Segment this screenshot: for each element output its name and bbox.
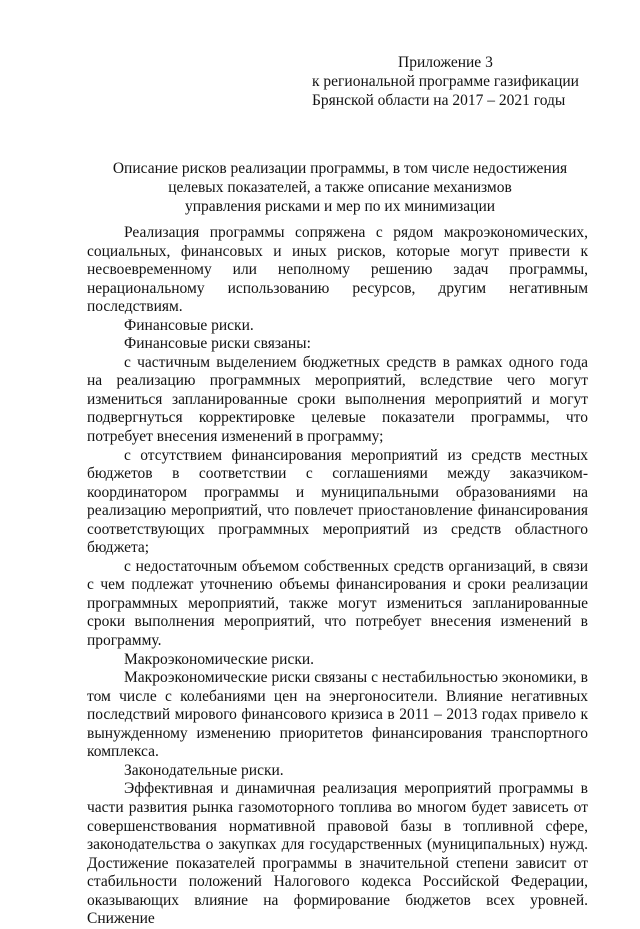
heading-macroeconomic-risks: Макроэкономические риски. xyxy=(124,650,315,668)
paragraph-insufficient-own-funds: с недостаточным объемом собственных средств организаций, в связи с чем подлежат уточнению объемы финансирования и сроки реализации программных мероприятий, также могут измениться запланированные сроки выполнения мероприятий, что потребует внесения изменений в программу. xyxy=(87,557,588,650)
paragraph-partial-funding: с частичным выделением бюджетных средств в рамках одного года на реализацию программных мероприятий, вследствие чего могут измениться запланированные сроки выполнения мероприятий и могут подвергнуться корректировке целевые показатели программы, что потребует внесения изменений в программу; xyxy=(87,353,588,446)
appendix-title: Приложение 3 xyxy=(398,54,493,71)
appendix-line-2: Брянской области на 2017 – 2021 годы xyxy=(312,92,566,109)
document-body xyxy=(87,224,588,929)
document-title-line-1: Описание рисков реализации программы, в том числе недостижения xyxy=(112,160,568,177)
document-title-line-3: управления рисками и мер по их минимизации xyxy=(184,198,496,215)
appendix-header xyxy=(312,53,579,110)
heading-legislative-risks: Законодательные риски. xyxy=(124,761,284,779)
paragraph-financial-risks-lead: Финансовые риски связаны: xyxy=(124,335,311,353)
paragraph-intro: Реализация программы сопряжена с рядом макроэкономических, социальных, финансовых и иных рисков, которые могут привести к несвоевременному или неполному решению задач программы, нерациональному использованию ресурсов, другим негативным последствиям. xyxy=(87,224,588,316)
document-title-line-2: целевых показателей, а также описание механизмов xyxy=(168,179,512,196)
heading-financial-risks: Финансовые риски. xyxy=(124,316,254,334)
paragraph-no-local-funding: с отсутствием финансирования мероприятий из средств местных бюджетов в соответствии с соглашениями между заказчиком-координатором программы и муниципальными образованиями на реализацию мероприятий, что повлечет приостановление финансирования соответствующих программных мероприятий из средств областного бюджета; xyxy=(87,446,588,557)
appendix-line-1: к региональной программе газификации xyxy=(312,73,579,90)
paragraph-legislative-risks: Эффективная и динамичная реализация мероприятий программы в части развития рынка газомоторного топлива во многом будет зависеть от совершенствования нормативной правовой базы в топливной сфере, законодательства о закупках для государственных (муниципальных) нужд. Достижение показателей программы в значительной степени зависит от стабильности положений Налогового кодекса Российской Федерации, оказывающих влияние на формирование бюджетов всех уровней. Снижение xyxy=(87,780,588,928)
paragraph-macroeconomic-risks: Макроэкономические риски связаны с нестабильностью экономики, в том числе с колебаниями цен на энергоносители. Влияние негативных последствий мирового финансового кризиса в 2011 – 2013 годах привело к вынужденному изменению приоритетов финансирования транспортного комплекса. xyxy=(87,669,588,761)
document-title xyxy=(90,159,590,216)
